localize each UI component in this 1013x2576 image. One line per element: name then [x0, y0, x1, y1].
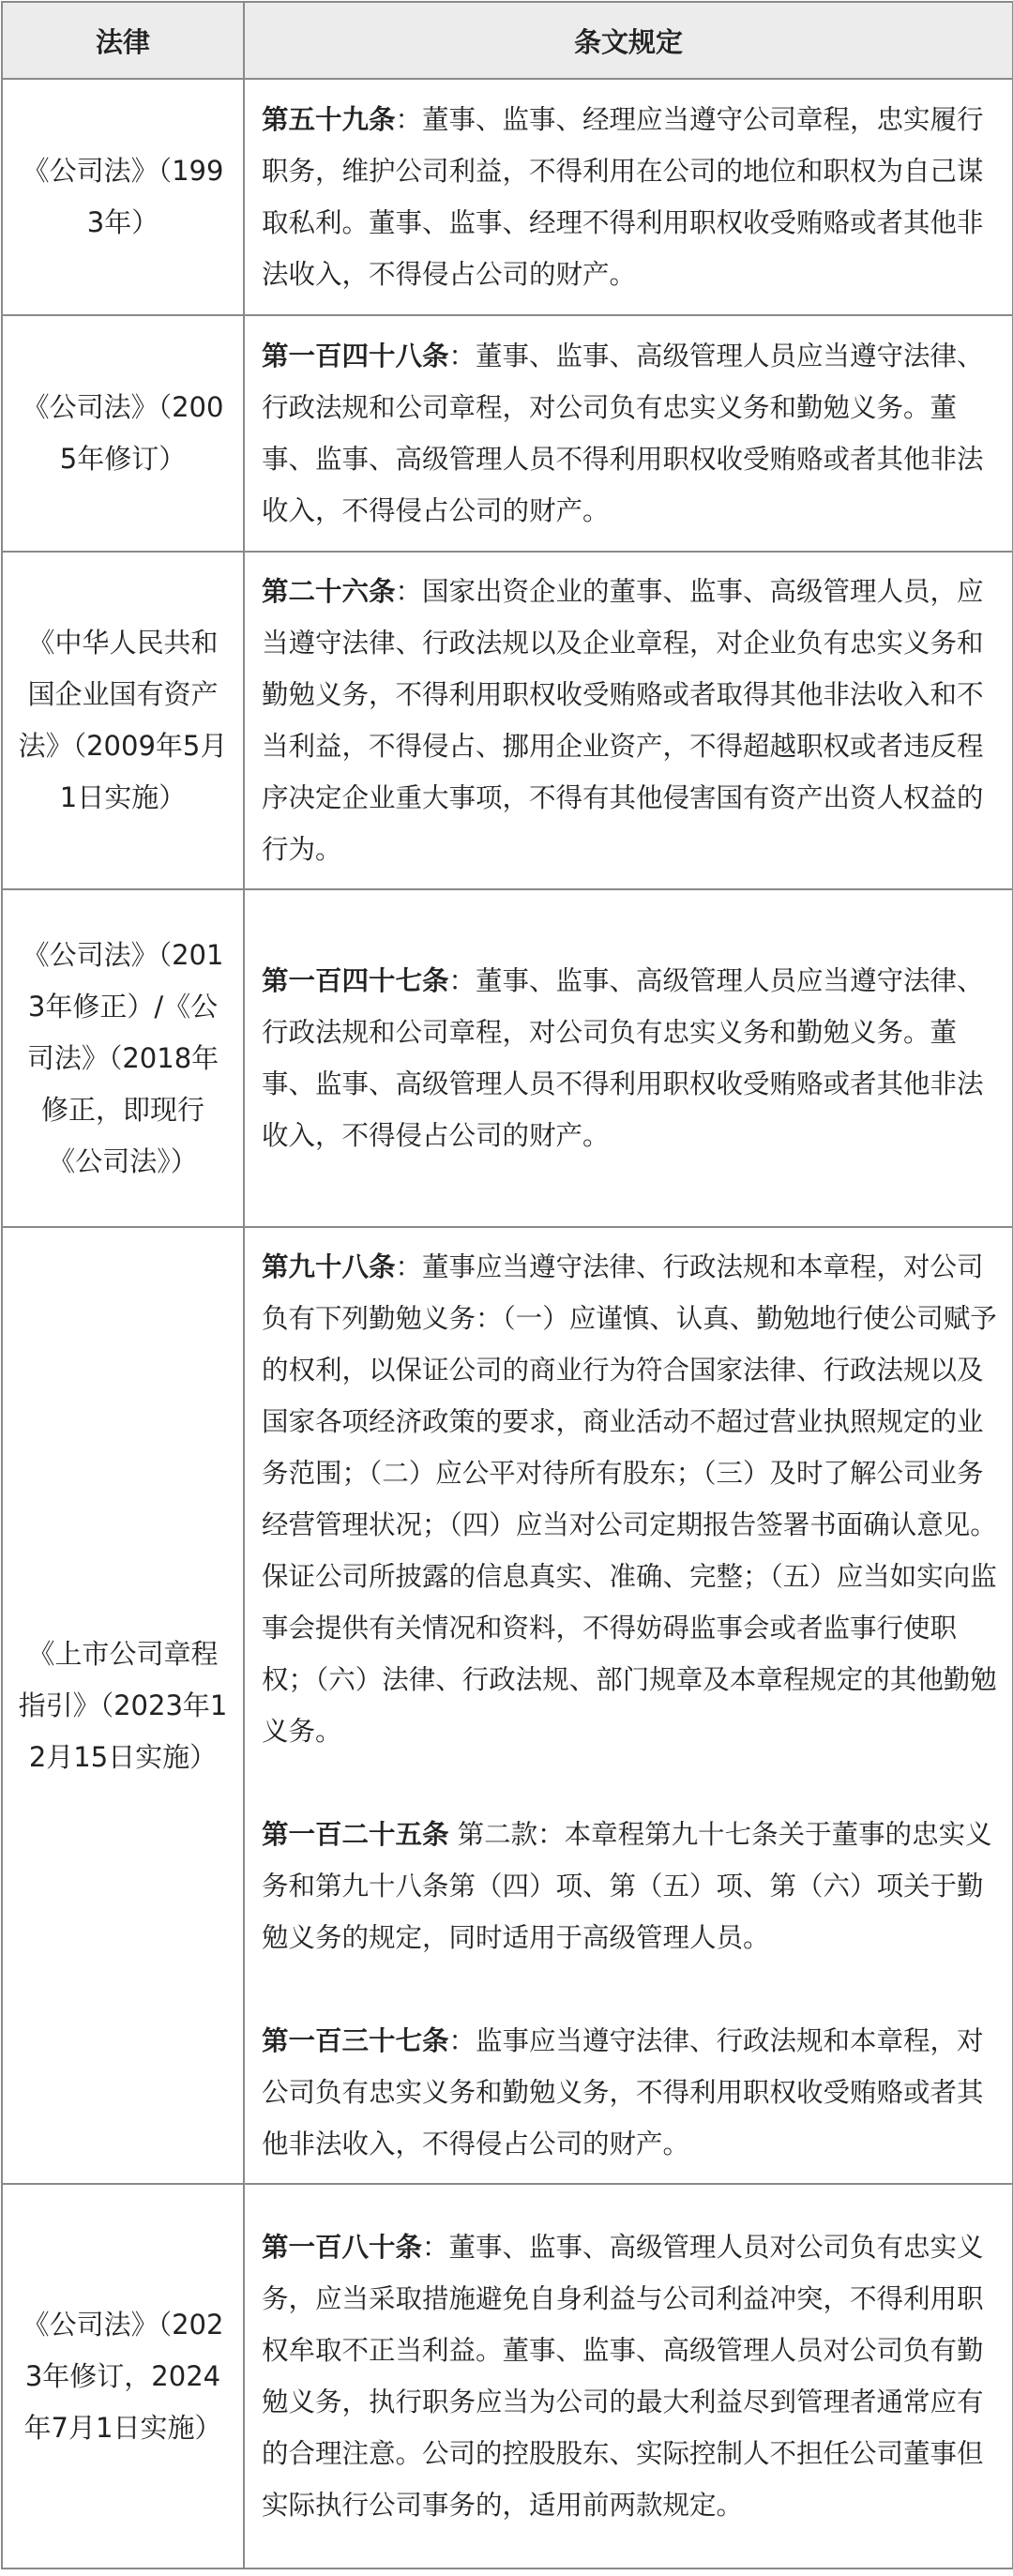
article-cell: [244, 2184, 1013, 2568]
law-name: 《公司法》（2013年修正）/《公司法》（2018年修正，即现行《公司法》）: [2, 889, 244, 1227]
table-row: [2, 552, 1013, 889]
article-title: 第一百八十条: [262, 2232, 423, 2263]
article-body: ：董事、监事、经理应当遵守公司章程，忠实履行职务，维护公司利益，不得利用在公司的地位和职权为自己谋取私利。董事、监事、经理不得利用职权收受贿赂或者其他非法收入，不得侵占公司的财产。: [262, 104, 984, 290]
article: [262, 330, 999, 537]
article-title: 第一百二十五条: [262, 1819, 449, 1850]
table-row: [2, 315, 1013, 552]
header-text: 条文规定: [244, 2, 1013, 79]
table-row: [2, 889, 1013, 1227]
law-name: 《公司法》（2005年修订）: [2, 315, 244, 552]
law-name: 《公司法》（1993年）: [2, 79, 244, 315]
article-body: ：监事应当遵守法律、行政法规和本章程，对公司负有忠实义务和勤勉义务，不得利用职权收受贿赂或者其他非法收入，不得侵占公司的财产。: [262, 2025, 984, 2159]
article-body: 第二款：本章程第九十七条关于董事的忠实义务和第九十八条第（四）项、第（五）项、第（六）项关于勤勉义务的规定，同时适用于高级管理人员。: [262, 1819, 992, 1953]
article-cell: [244, 1227, 1013, 2184]
article-body: ：董事、监事、高级管理人员应当遵守法律、行政法规和公司章程，对公司负有忠实义务和勤勉义务。董事、监事、高级管理人员不得利用职权收受贿赂或者其他非法收入，不得侵占公司的财产。: [262, 341, 984, 526]
article: [262, 1241, 999, 1757]
law-comparison-table: [1, 1, 1013, 2569]
article-title: 第九十八条: [262, 1251, 396, 1282]
article-body: ：董事、监事、高级管理人员对公司负有忠实义务，应当采取措施避免自身利益与公司利益冲突，不得利用职权牟取不正当利益。董事、监事、高级管理人员对公司负有勤勉义务，执行职务应当为公司的最大利益尽到管理者通常应有的合理注意。公司的控股股东、实际控制人不担任公司董事但实际执行公司事务的，适用前两款规定。: [262, 2232, 984, 2521]
article: [262, 955, 999, 1161]
article: [262, 2015, 999, 2170]
article: [262, 2221, 999, 2531]
article-cell: [244, 889, 1013, 1227]
article-body: ：董事应当遵守法律、行政法规和本章程，对公司负有下列勤勉义务：（一）应谨慎、认真、勤勉地行使公司赋予的权利，以保证公司的商业行为符合国家法律、行政法规以及国家各项经济政策的要求，商业活动不超过营业执照规定的业务范围；（二）应公平对待所有股东；（三）及时了解公司业务经营管理状况；（四）应当对公司定期报告签署书面确认意见。保证公司所披露的信息真实、准确、完整；（五）应当如实向监事会提供有关情况和资料，不得妨碍监事会或者监事行使职权；（六）法律、行政法规、部门规章及本章程规定的其他勤勉义务。: [262, 1251, 997, 1747]
article-title: 第一百三十七条: [262, 2025, 449, 2056]
article: [262, 94, 999, 300]
table-row: [2, 1227, 1013, 2184]
article-title: 第一百四十七条: [262, 965, 449, 996]
article-cell: [244, 552, 1013, 889]
law-name: 《中华人民共和国企业国有资产法》（2009年5月1日实施）: [2, 552, 244, 889]
law-name: 《上市公司章程指引》（2023年12月15日实施）: [2, 1227, 244, 2184]
article-title: 第二十六条: [262, 576, 396, 607]
article: [262, 566, 999, 875]
article-cell: [244, 315, 1013, 552]
article-body: ：国家出资企业的董事、监事、高级管理人员，应当遵守法律、行政法规以及企业章程，对企业负有忠实义务和勤勉义务，不得利用职权收受贿赂或者取得其他非法收入和不当利益，不得侵占、挪用企业资产，不得超越职权或者违反程序决定企业重大事项，不得有其他侵害国有资产出资人权益的行为。: [262, 576, 984, 865]
article-body: ：董事、监事、高级管理人员应当遵守法律、行政法规和公司章程，对公司负有忠实义务和勤勉义务。董事、监事、高级管理人员不得利用职权收受贿赂或者其他非法收入，不得侵占公司的财产。: [262, 965, 984, 1151]
article-cell: [244, 79, 1013, 315]
article-title: 第五十九条: [262, 104, 396, 135]
table-header-row: [2, 2, 1013, 79]
article: [262, 1809, 999, 1963]
article-title: 第一百四十八条: [262, 341, 449, 371]
table-row: [2, 2184, 1013, 2568]
law-name: 《公司法》（2023年修订，2024年7月1日实施）: [2, 2184, 244, 2568]
header-law: 法律: [2, 2, 244, 79]
table-row: [2, 79, 1013, 315]
